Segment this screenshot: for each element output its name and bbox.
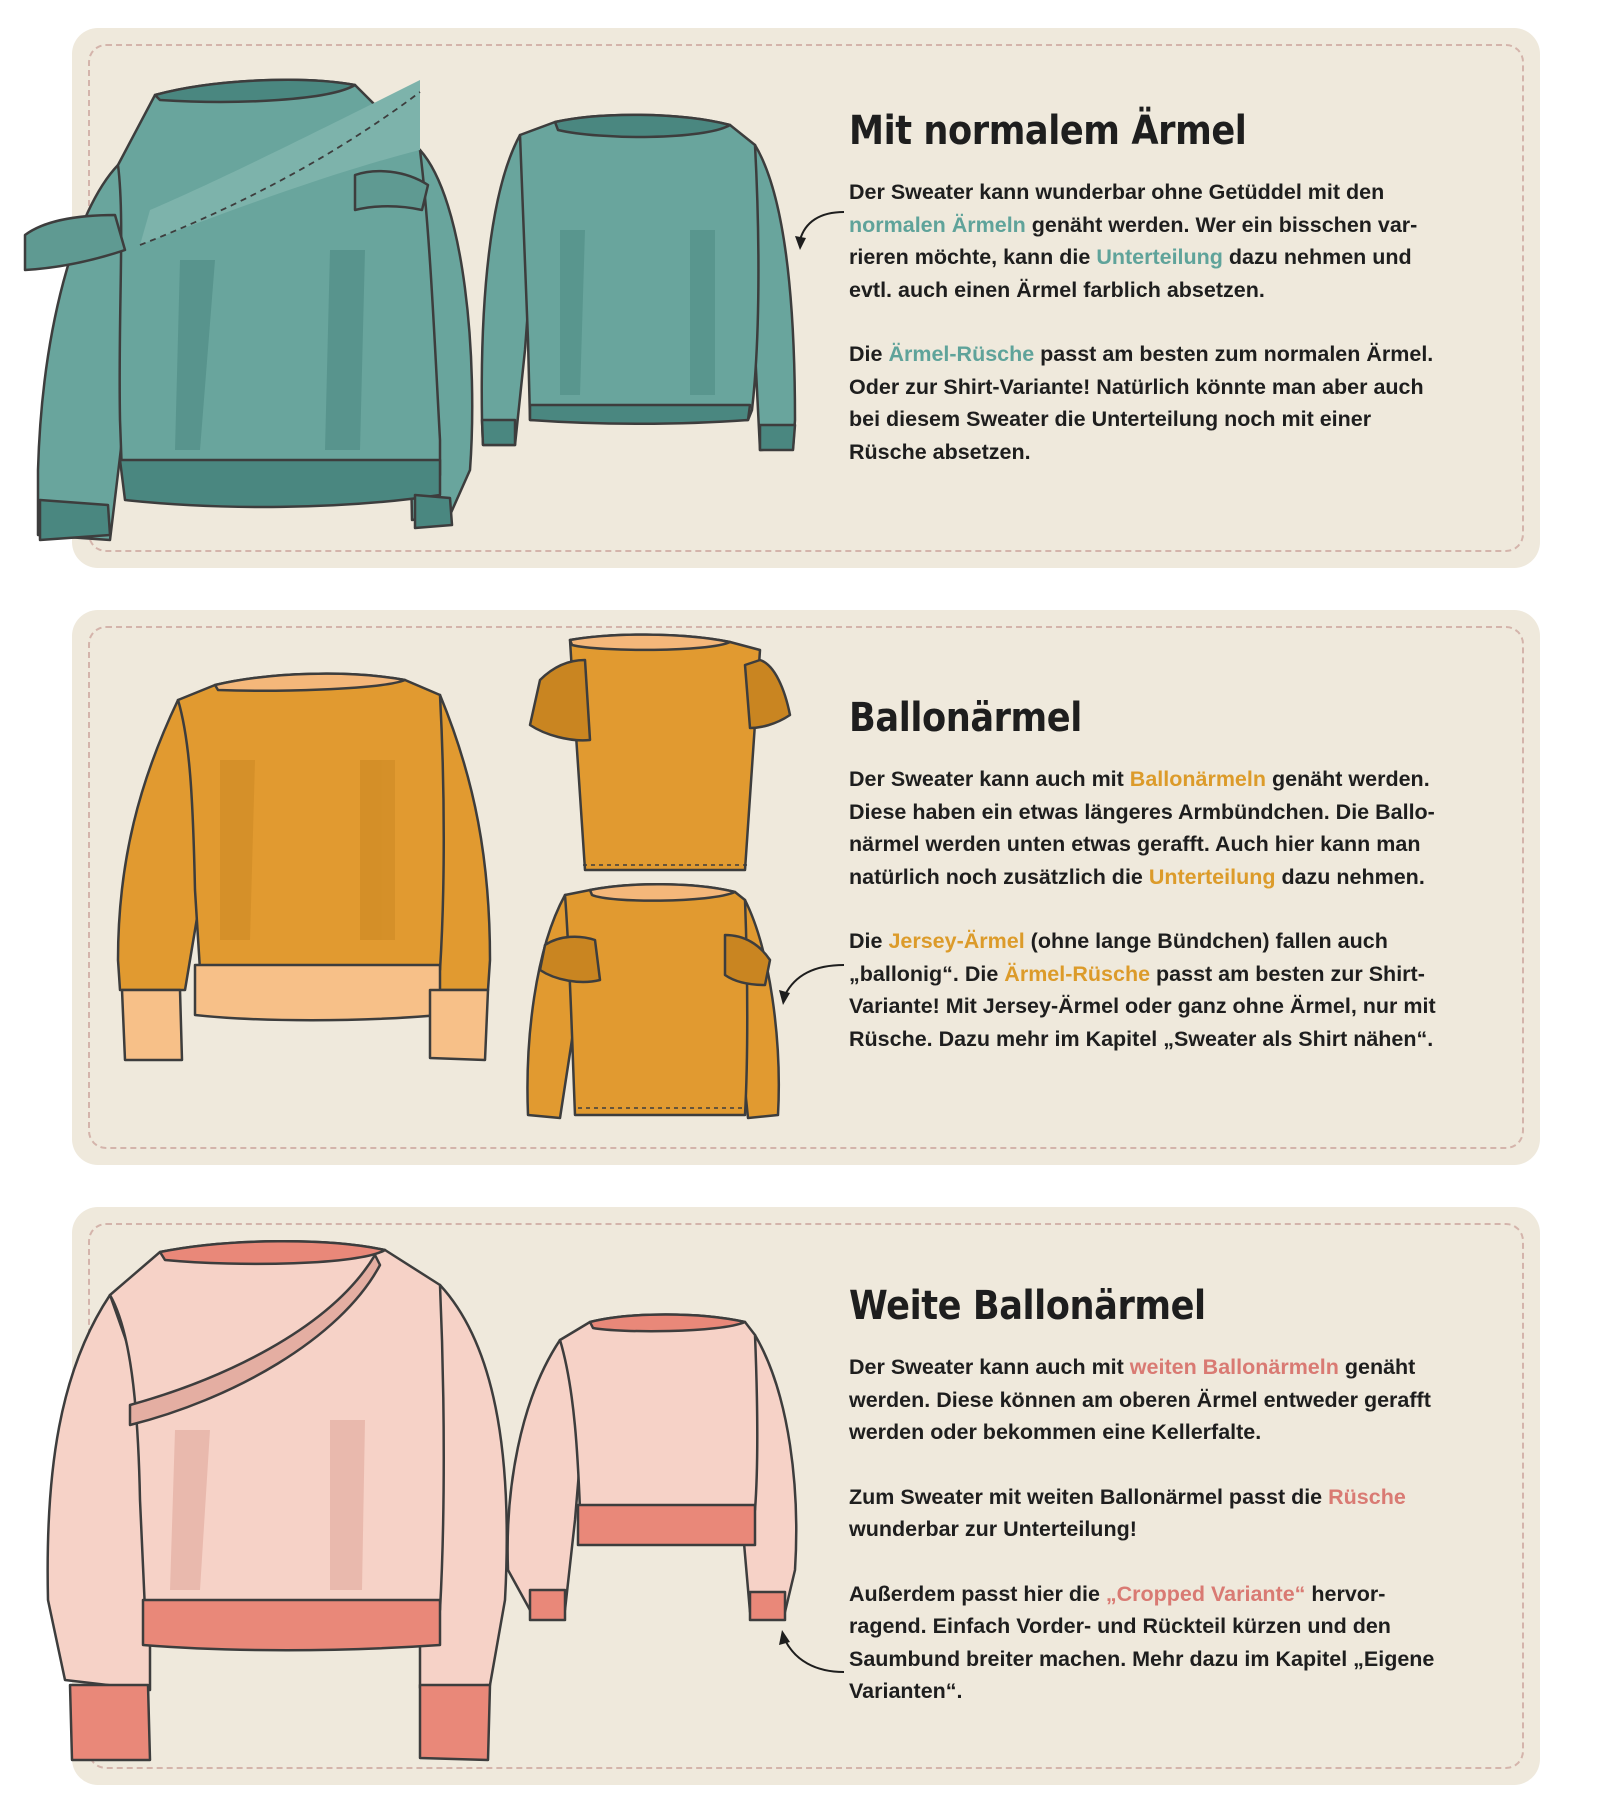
mustard-balloon-sweater-illustration <box>118 674 490 1060</box>
text-line: Der Sweater kann auch mit Ballonärmeln genäht werden. <box>849 767 1430 791</box>
section-heading: Mit normalem Ärmel <box>849 108 1247 154</box>
text-line: Oder zur Shirt-Variante! Natürlich könnte man aber auch <box>849 374 1424 399</box>
text-line: Der Sweater kann auch mit weiten Ballonärmeln genäht <box>849 1355 1416 1379</box>
text-line: Der Sweater kann wunderbar ohne Getüddel mit den <box>849 180 1385 204</box>
text-line: närmel werden unten etwas gerafft. Auch hier kann man <box>849 832 1421 856</box>
text-line: wunderbar zur Unterteilung! <box>849 1517 1137 1541</box>
section-paragraph <box>849 176 1514 306</box>
text-line: rieren möchte, kann die Unterteilung dazu nehmen und <box>849 245 1412 269</box>
section-paragraph <box>849 1578 1514 1708</box>
mustard-ruffle-long-sleeve-shirt-illustration <box>527 884 778 1118</box>
teal-plain-sweater-illustration <box>482 115 795 450</box>
text-line: Rüsche. Dazu mehr im Kapitel „Sweater als Shirt nähen“. <box>849 1026 1434 1051</box>
text-line: Rüsche absetzen. <box>849 439 1031 464</box>
section-paragraph <box>849 338 1514 468</box>
section-heading: Weite Ballonärmel <box>849 1283 1206 1329</box>
text-line: Die Jersey-Ärmel (ohne lange Bündchen) fallen auch <box>849 929 1388 953</box>
text-line: Diese haben ein etwas längeres Armbündchen. Die Ballo- <box>849 799 1435 824</box>
text-line: Außerdem passt hier die „Cropped Variante“ hervor- <box>849 1581 1386 1606</box>
section-paragraph <box>849 1351 1514 1449</box>
section-wide-balloon-sleeve-text <box>849 1283 1514 1740</box>
pink-cropped-sweater-illustration <box>508 1315 797 1621</box>
section-balloon-sleeve-text <box>849 695 1514 1087</box>
section-normal-sleeve-text <box>849 108 1514 500</box>
text-line: Varianten“. <box>849 1679 963 1703</box>
text-line: Variante! Mit Jersey-Ärmel oder ganz ohne Ärmel, nur mit <box>849 994 1436 1018</box>
text-line: werden. Diese können am oberen Ärmel entweder gerafft <box>849 1387 1431 1412</box>
text-line: bei diesem Sweater die Unterteilung noch mit einer <box>849 407 1372 431</box>
text-line: ragend. Einfach Vorder- und Rückteil kürzen und den <box>849 1614 1391 1638</box>
text-line: Saumbund breiter machen. Mehr dazu im Kapitel „Eigene <box>849 1646 1435 1671</box>
text-line: werden oder bekommen eine Kellerfalte. <box>849 1420 1262 1444</box>
section-paragraph <box>849 925 1514 1055</box>
section-paragraph <box>849 763 1514 893</box>
text-line: Zum Sweater mit weiten Ballonärmel passt die Rüsche <box>849 1484 1406 1509</box>
text-line: normalen Ärmeln genäht werden. Wer ein bisschen var- <box>849 212 1418 237</box>
text-line: evtl. auch einen Ärmel farblich absetzen. <box>849 277 1265 302</box>
mustard-ruffle-shirt-illustration <box>530 635 790 870</box>
pink-wide-balloon-sweater-illustration <box>48 1241 507 1760</box>
section-paragraph <box>849 1481 1514 1546</box>
section-heading: Ballonärmel <box>849 695 1082 741</box>
text-line: natürlich noch zusätzlich die Unterteilung dazu nehmen. <box>849 864 1425 889</box>
text-line: „ballonig“. Die Ärmel-Rüsche passt am besten zur Shirt- <box>849 961 1425 986</box>
text-line: Die Ärmel-Rüsche passt am besten zum normalen Ärmel. <box>849 342 1434 366</box>
teal-ruffle-sweater-illustration <box>25 80 472 540</box>
